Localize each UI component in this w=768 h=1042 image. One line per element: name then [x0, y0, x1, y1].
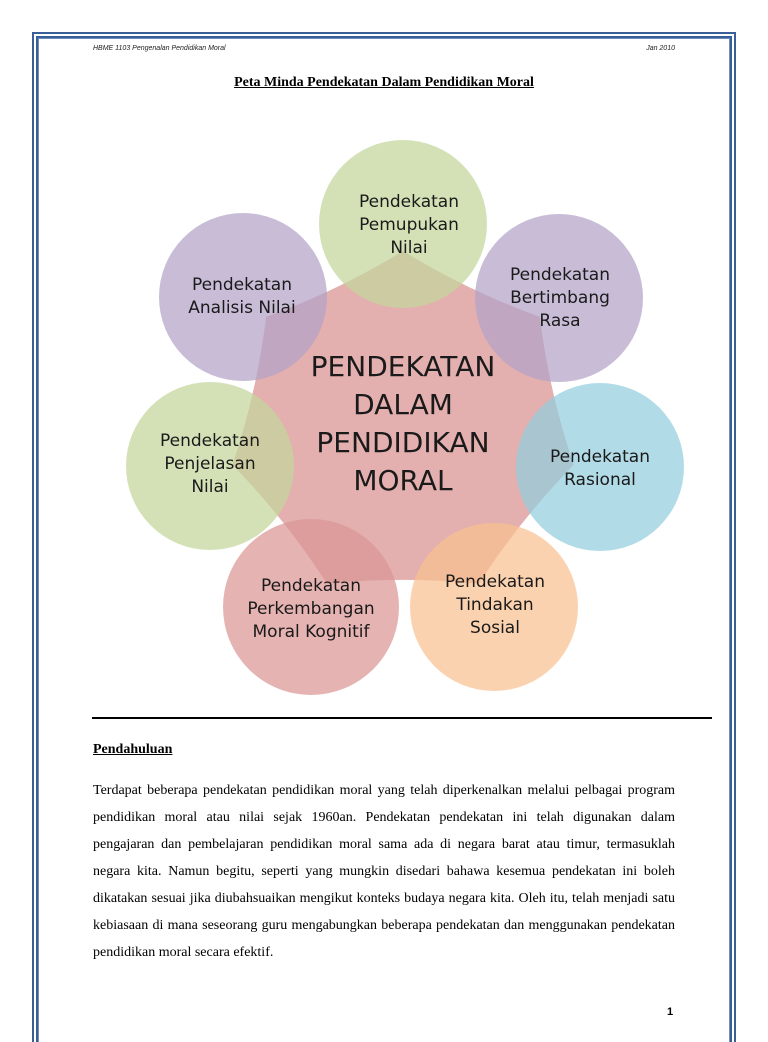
- approach-node-label: Nilai: [390, 237, 428, 258]
- approach-node: [126, 382, 294, 550]
- approach-node-label: Nilai: [191, 476, 229, 497]
- approach-node: [159, 213, 327, 381]
- approach-node-label: Tindakan: [456, 594, 534, 615]
- approach-node-circle: [516, 383, 684, 551]
- approach-node-label: Pendekatan: [261, 576, 361, 596]
- header-date: Jan 2010: [646, 45, 675, 52]
- approach-node: [223, 519, 399, 695]
- approach-node: [410, 523, 578, 691]
- section-heading: Pendahuluan: [93, 742, 173, 757]
- center-label-line: DALAM: [353, 388, 453, 421]
- header-course: HBME 1103 Pengenalan Pendidikan Moral: [93, 45, 226, 52]
- approach-node-label: Pendekatan: [160, 431, 260, 451]
- approach-node-label: Bertimbang: [510, 287, 610, 308]
- approach-node: [319, 140, 487, 308]
- approach-node-label: Moral Kognitif: [252, 621, 370, 642]
- approach-node-label: Rasa: [539, 310, 581, 331]
- approach-node-label: Pendekatan: [445, 572, 545, 592]
- approach-node-label: Pemupukan: [359, 214, 459, 235]
- approach-node-label: Pendekatan: [192, 275, 292, 295]
- center-label-line: MORAL: [353, 464, 453, 497]
- approach-node: [475, 214, 643, 382]
- approach-node-label: Pendekatan: [550, 447, 650, 467]
- approach-node-label: Rasional: [564, 469, 636, 490]
- approach-node-label: Sosial: [470, 617, 520, 638]
- approach-node-label: Pendekatan: [510, 265, 610, 285]
- approach-node-label: Analisis Nilai: [188, 297, 296, 318]
- page-number: 1: [667, 1006, 674, 1018]
- center-label-line: PENDEKATAN: [310, 350, 496, 383]
- document-title: Peta Minda Pendekatan Dalam Pendidikan Moral: [234, 75, 534, 90]
- approach-node-label: Penjelasan: [164, 453, 256, 474]
- approach-node-label: Pendekatan: [359, 192, 459, 212]
- section-separator: [92, 717, 712, 719]
- approach-node-label: Perkembangan: [247, 598, 375, 619]
- center-label-line: PENDIDIKAN: [316, 426, 490, 459]
- approach-node: [516, 383, 684, 551]
- intro-paragraph: Terdapat beberapa pendekatan pendidikan moral yang telah diperkenalkan melalui pelbagai program pendidikan moral atau nilai sejak 1960an. Pendekatan pendekatan ini telah digunakan dalam pengajaran dan pembelajaran pendidikan moral sama ada di negara barat atau timur, termasuklah negara kita. Namun begitu, seperti yang mungkin disedari bahawa kesemua pendekatan ini boleh dikatakan sesuai jika diubahsuaikan mengikut konteks budaya negara kita. Oleh itu, telah menjadi satu kebiasaan di mana seseorang guru mengabungkan beberapa pendekatan dan menggunakan pendekatan pendidikan moral secara efektif.: [93, 783, 675, 960]
